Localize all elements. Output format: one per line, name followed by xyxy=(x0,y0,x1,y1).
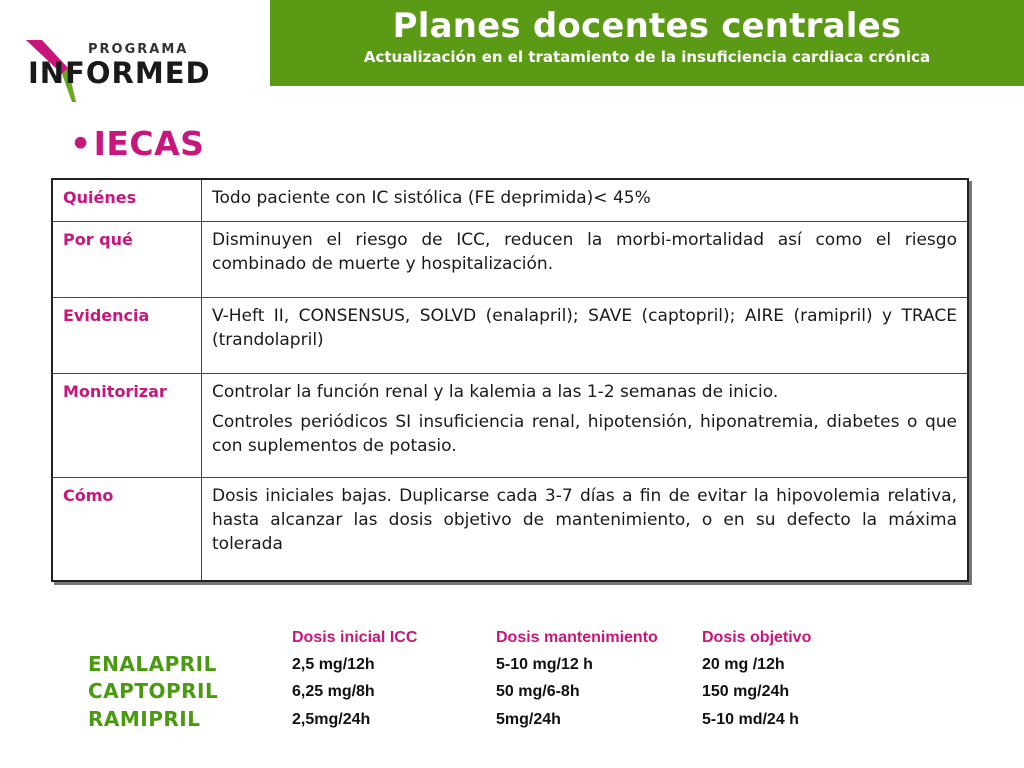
maintenance-dose: 5mg/24h xyxy=(496,711,561,728)
row-label: Evidencia xyxy=(52,297,202,373)
drug-name: ENALAPRIL xyxy=(88,652,217,676)
row-content xyxy=(202,221,969,297)
row-text: Todo paciente con IC sistólica (FE deprimida)< 45% xyxy=(212,188,651,208)
row-label: Monitorizar xyxy=(52,373,202,477)
page-title: Planes docentes centrales xyxy=(392,6,902,46)
logo-informed-text: INFORMED xyxy=(28,56,211,90)
row-text: Controlar la función renal y la kalemia a las 1-2 semanas de inicio. xyxy=(212,381,779,402)
target-dose: 20 mg /12h xyxy=(702,656,785,673)
maintenance-dose: 5-10 mg/12 h xyxy=(496,656,593,673)
section-heading xyxy=(70,124,204,163)
header-maintenance-dose: Dosis mantenimiento xyxy=(496,629,658,646)
header-target-dose: Dosis objetivo xyxy=(702,629,812,646)
row-label: Por qué xyxy=(52,221,202,297)
table-row xyxy=(52,179,968,221)
row-content xyxy=(202,373,969,477)
page-subtitle: Actualización en el tratamiento de la insuficiencia cardiaca crónica xyxy=(363,48,931,66)
row-content xyxy=(202,297,969,373)
informed-logo xyxy=(22,38,211,104)
maintenance-dose: 50 mg/6-8h xyxy=(496,683,580,700)
header-initial-dose: Dosis inicial ICC xyxy=(292,629,418,646)
initial-dose: 2,5 mg/12h xyxy=(292,656,375,673)
row-text: Controles periódicos SI insuficiencia renal, hipotensión, hiponatremia, diabetes o que con suplementos de potasio. xyxy=(212,411,957,456)
section-title: IECAS xyxy=(93,124,205,163)
row-content xyxy=(202,179,969,221)
initial-dose: 6,25 mg/8h xyxy=(292,683,375,700)
target-dose: 5-10 md/24 h xyxy=(702,711,799,728)
row-text: V-Heft II, CONSENSUS, SOLVD (enalapril); SAVE (captopril); AIRE (ramipril) y TRACE (trandolapril) xyxy=(212,305,957,350)
bullet: • xyxy=(70,124,92,163)
header-banner xyxy=(270,0,1024,86)
table-row xyxy=(52,221,968,297)
row-text: Dosis iniciales bajas. Duplicarse cada 3-7 días a fin de evitar la hipovolemia relativa, hasta alcanzar las dosis objetivo de mantenimiento, o en su defecto la máxima tolerada xyxy=(212,485,957,554)
row-label: Quiénes xyxy=(52,179,202,221)
target-dose: 150 mg/24h xyxy=(702,683,790,700)
row-text: Disminuyen el riesgo de ICC, reducen la morbi-mortalidad así como el riesgo combinado de muerte y hospitalización. xyxy=(212,229,957,274)
table-row xyxy=(52,297,968,373)
table-row xyxy=(52,373,968,477)
drug-name: RAMIPRIL xyxy=(88,707,201,731)
table-row xyxy=(52,477,968,581)
row-content xyxy=(202,477,969,581)
drug-name: CAPTOPRIL xyxy=(88,679,219,703)
info-table xyxy=(51,178,969,582)
row-label: Cómo xyxy=(52,477,202,581)
initial-dose: 2,5mg/24h xyxy=(292,711,371,728)
logo-program-text: PROGRAMA xyxy=(88,42,189,57)
